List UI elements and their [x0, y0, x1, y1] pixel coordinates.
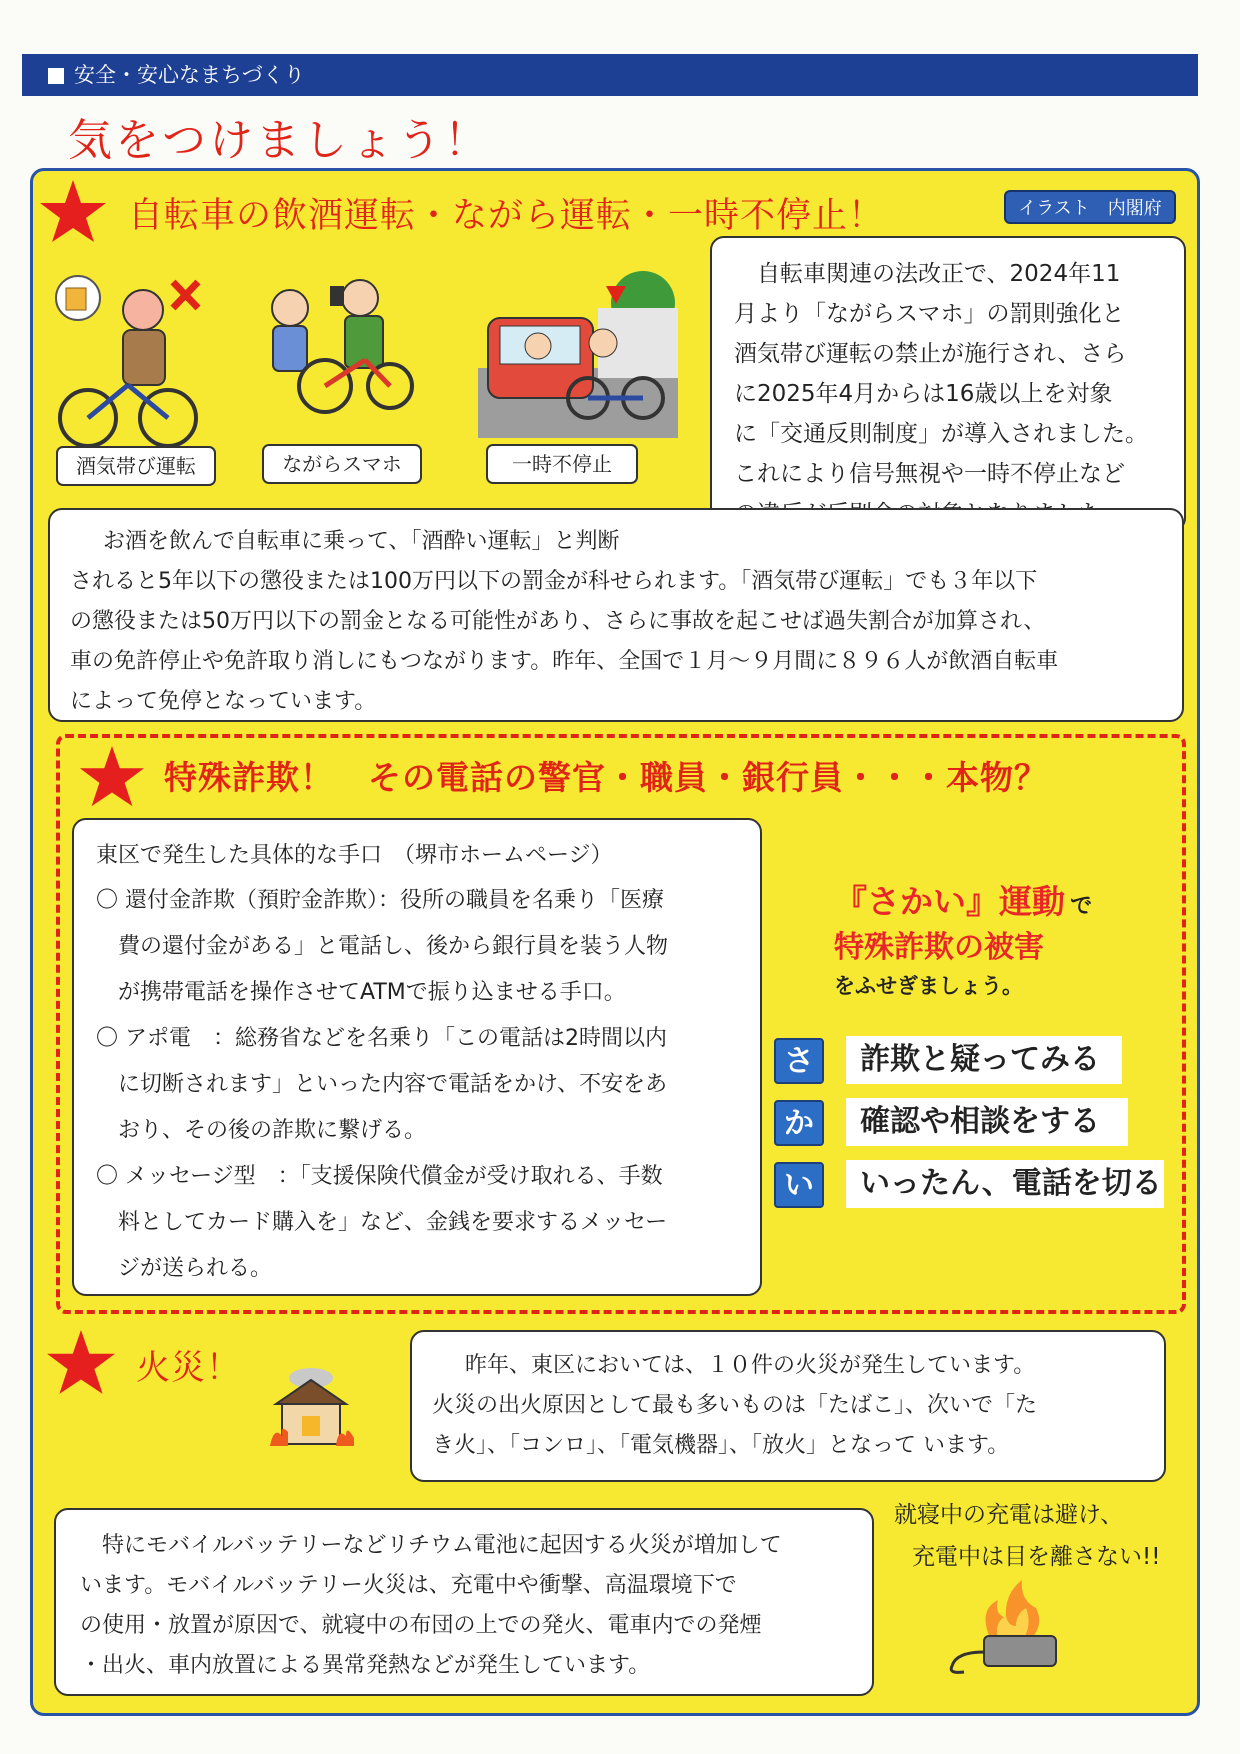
star-icon: [78, 744, 146, 810]
sakai-campaign-title: 『さかい』運動: [834, 882, 1065, 921]
fraud-method-line: に切断されます」といった内容で電話をかけ、不安をあ: [118, 1072, 668, 1097]
bicycle-section-title: 自転車の飲酒運転・ながら運転・一時不停止！: [128, 196, 885, 236]
law-text-line: 月より「ながらスマホ」の罰則強化と: [734, 301, 1125, 327]
star-icon: [44, 1328, 118, 1398]
page-title: 気をつけましょう！: [68, 115, 491, 166]
fraud-method-line: ジが送られる。: [118, 1256, 273, 1281]
battery-text-line: います。モバイルバッテリー火災は、充電中や衝撃、高温環境下で: [80, 1573, 737, 1598]
slogan-key-ka: か: [774, 1100, 824, 1146]
law-text-line: に2025年4月からは16歳以上を対象: [734, 381, 1113, 407]
law-text-line: 酒気帯び運転の禁止が施行され、さら: [734, 341, 1127, 367]
slogan-text-i: いったん、電話を切る: [846, 1160, 1164, 1208]
fraud-method-line: 〇 アポ電 ：総務省などを名乗り「この電話は2時間以内: [96, 1026, 667, 1051]
battery-fire-icon: [940, 1574, 1066, 1674]
illustration-label-drunk: 酒気帯び運転: [56, 446, 216, 486]
stop-sign-car-illustration: [478, 268, 678, 438]
slogan-key-sa: さ: [774, 1038, 824, 1084]
battery-fire-box: [54, 1508, 874, 1696]
illustration-label-smartphone: ながらスマホ: [262, 444, 422, 484]
category-header-bar: [22, 54, 1198, 96]
charging-advice-line: 充電中は目を離さない!!: [912, 1544, 1161, 1570]
battery-text-line: ・出火、車内放置による異常発熱などが発生しています。: [80, 1653, 651, 1678]
sakai-campaign-line3: をふせぎましょう。: [834, 974, 1023, 998]
slogan-key-i: い: [774, 1162, 824, 1208]
fraud-method-line: が携帯電話を操作させてATMで振り込ませる手口。: [118, 980, 626, 1005]
drink-text-line: お酒を飲んで自転車に乗って、「酒酔い運転」と判断: [103, 529, 620, 554]
fraud-method-line: 費の還付金がある」と電話し、後から銀行員を装う人物: [118, 934, 669, 959]
square-icon: [48, 68, 64, 84]
drunk-cyclist-illustration: [48, 270, 218, 450]
drink-text-line: 車の免許停止や免許取り消しにもつながります。昨年、全国で１月～９月間に８９６人が飲酒自転車: [70, 649, 1059, 674]
drink-driving-box: [48, 508, 1184, 722]
battery-text-line: の使用・放置が原因で、就寝中の布団の上での発火、電車内での発煙: [80, 1613, 762, 1638]
fire-stats-box: [410, 1330, 1166, 1482]
sakai-campaign-line2: 特殊詐欺の被害: [834, 930, 1044, 965]
law-text-line: 自転車関連の法改正で、2024年11: [757, 261, 1121, 287]
slogan-text-sa: 詐欺と疑ってみる: [846, 1036, 1122, 1084]
drink-text-line: の懲役または50万円以下の罰金となる可能性があり、さらに事故を起こせば過失割合が加算され、: [70, 609, 1046, 634]
drink-text-line: によって免停となっています。: [70, 689, 377, 714]
fire-stats-line: 昨年、東区においては、１０件の火災が発生しています。: [465, 1353, 1036, 1378]
illustration-credit: イラスト 内閣府: [1004, 190, 1176, 224]
law-text-line: に「交通反則制度」が導入されました。: [734, 421, 1148, 447]
slogan-text-ka: 確認や相談をする: [846, 1098, 1128, 1146]
charging-advice-line: 就寝中の充電は避け、: [894, 1502, 1124, 1528]
battery-text-line: 特にモバイルバッテリーなどリチウム電池に起因する火災が増加して: [102, 1533, 782, 1558]
fraud-method-line: おり、その後の詐欺に繋げる。: [118, 1118, 427, 1143]
drink-text-line: されると5年以下の懲役または100万円以下の罰金が科せられます。「酒気帯び運転」でも３年以下: [70, 569, 1038, 594]
category-label: 安全・安心なまちづくり: [74, 63, 305, 87]
illustration-label-stop: 一時不停止: [486, 444, 638, 484]
star-icon: [38, 178, 108, 246]
law-change-box: [710, 236, 1186, 532]
sakai-campaign-heading: [834, 876, 1092, 923]
fraud-section-title: 特殊詐欺！ その電話の警官・職員・銀行員・・・本物？: [164, 758, 1048, 797]
fraud-methods-title: 東区で発生した具体的な手口 （堺市ホームページ）: [96, 843, 613, 868]
fire-stats-line: き火」、「コンロ」、「電気機器」、「放火」となって います。: [432, 1433, 1010, 1458]
fire-stats-line: 火災の出火原因として最も多いものは「たばこ」、次いで「た: [432, 1393, 1038, 1418]
fraud-method-line: 料としてカード購入を」など、金銭を要求するメッセー: [118, 1210, 668, 1235]
smartphone-cyclist-illustration: [235, 268, 415, 418]
house-fire-icon: [266, 1366, 356, 1450]
sakai-campaign-particle: で: [1070, 894, 1093, 919]
fraud-method-line: 〇 還付金詐欺（預貯金詐欺）：役所の職員を名乗り「医療: [96, 888, 664, 913]
fraud-method-line: 〇 メッセージ型 ：「支援保険代償金が受け取れる、手数: [96, 1164, 663, 1189]
fire-section-title: 火災！: [136, 1348, 241, 1388]
law-text-line: これにより信号無視や一時不停止など: [734, 461, 1125, 487]
fraud-methods-box: [72, 818, 762, 1296]
